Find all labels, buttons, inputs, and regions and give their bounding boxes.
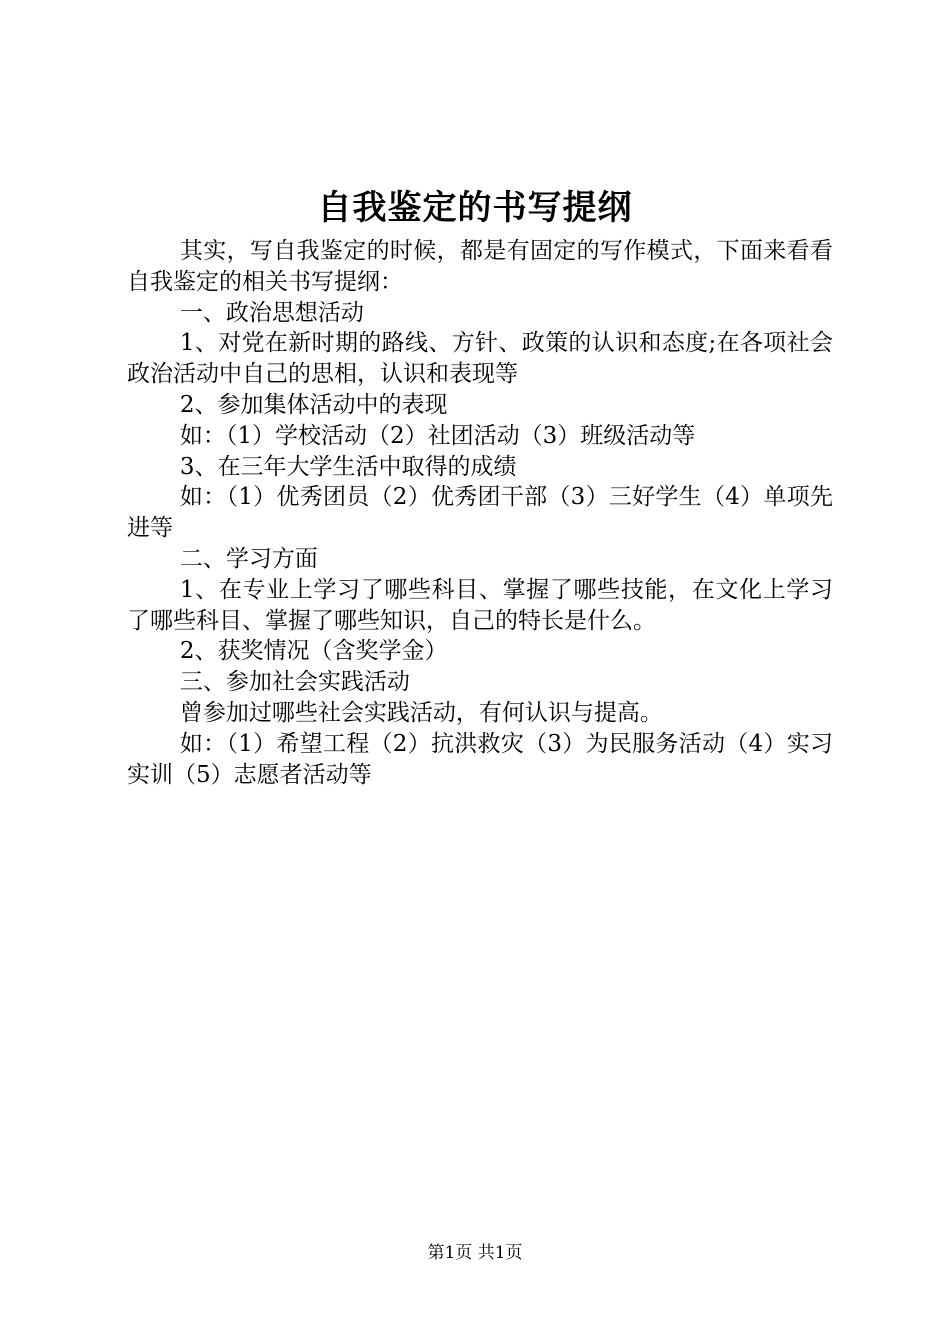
- paragraph-politics-item-3: 3、在三年大学生活中取得的成绩: [179, 453, 517, 480]
- paragraph-intro: 其实，写自我鉴定的时候，都是有固定的写作模式，下面来看看自我鉴定的相关书写提纲：: [127, 238, 833, 295]
- paragraph-practice-intro: 曾参加过哪些社会实践活动，有何认识与提高。: [179, 699, 663, 726]
- section-heading-study: 二、学习方面: [179, 545, 318, 572]
- document-title: 自我鉴定的书写提纲: [317, 188, 633, 228]
- section-heading-practice: 三、参加社会实践活动: [179, 669, 410, 696]
- paragraph-practice-example: 如：（1）希望工程（2）抗洪救灾（3）为民服务活动（4）实习实训（5）志愿者活动等: [127, 730, 833, 788]
- paragraph-politics-example-1: 如：（1）学校活动（2）社团活动（3）班级活动等: [179, 422, 696, 449]
- page-footer: 第1页 共1页: [427, 1243, 523, 1263]
- paragraph-study-item-2: 2、获奖情况（含奖学金）: [179, 638, 448, 665]
- paragraph-politics-example-2: 如：（1）优秀团员（2）优秀团干部（3）三好学生（4）单项先进等: [127, 484, 833, 542]
- paragraph-study-item-1: 1、在专业上学习了哪些科目、掌握了哪些技能，在文化上学习了哪些科目、掌握了哪些知识，自己的特长是什么。: [127, 576, 833, 634]
- document-body: [127, 236, 833, 790]
- paragraph-politics-item-1: 1、对党在新时期的路线、方针、政策的认识和态度;在各项社会政治活动中自己的思相，认识和表现等: [127, 330, 833, 388]
- section-heading-politics: 一、政治思想活动: [179, 299, 364, 326]
- paragraph-politics-item-2: 2、参加集体活动中的表现: [179, 391, 448, 418]
